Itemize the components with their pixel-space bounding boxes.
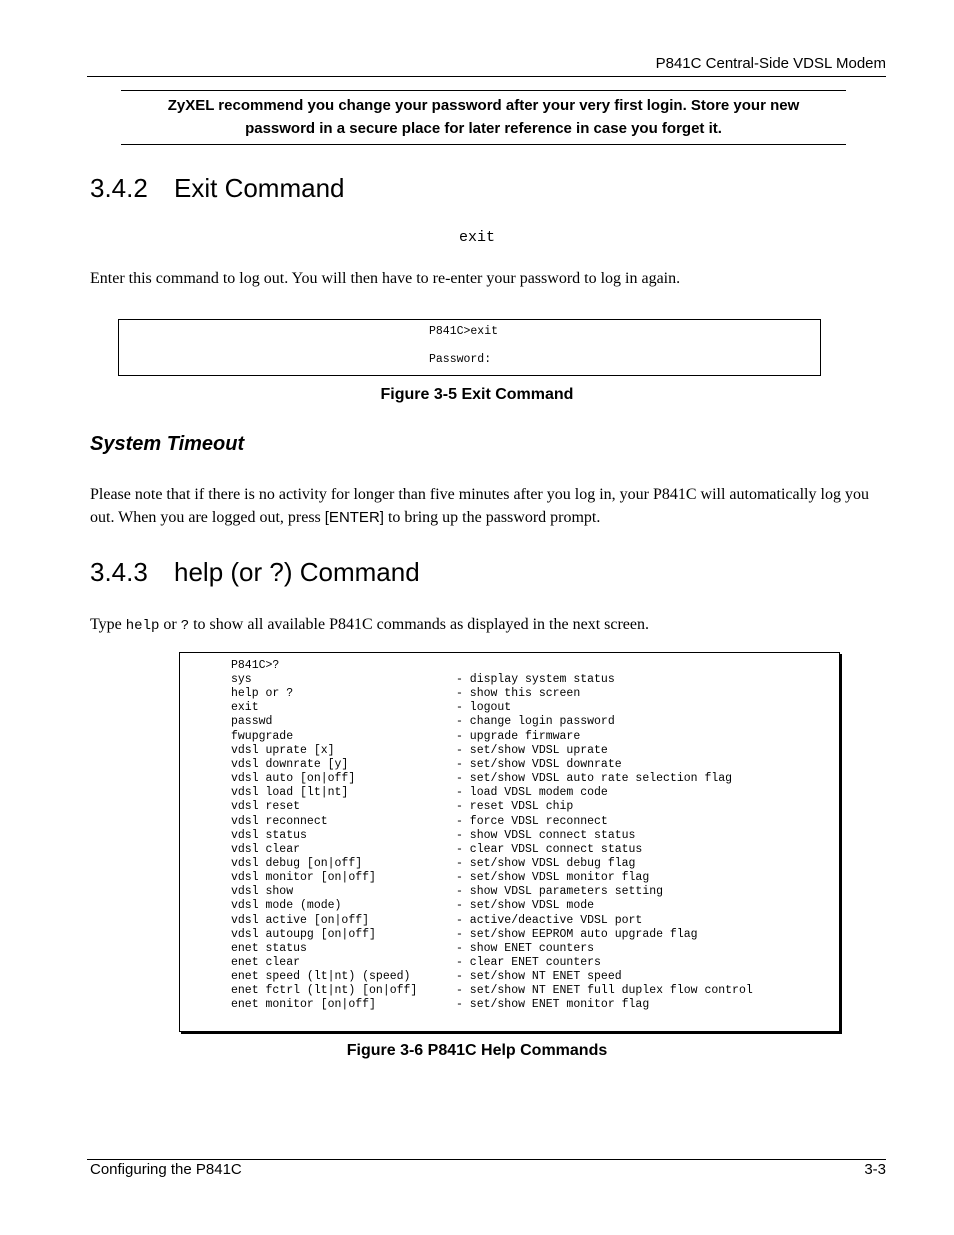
command-row: [231, 970, 622, 984]
command-name: vdsl monitor [on|off]: [231, 871, 376, 885]
footer-chapter: Configuring the P841C: [90, 1161, 242, 1178]
command-name: passwd: [231, 715, 273, 729]
section-342-number: 3.4.2: [90, 173, 148, 203]
help-prompt: P841C>?: [231, 659, 280, 672]
section-343-heading: [90, 557, 420, 588]
enter-key: [ENTER]: [324, 509, 384, 526]
command-row: [231, 687, 580, 701]
command-description: - show VDSL parameters setting: [456, 885, 664, 899]
timeout-text-1: Please note that if there is no activity for longer than five minutes after you log in, your P841C will automatically log you out. When you are logged out, press: [90, 486, 869, 526]
footer-rule: [87, 1159, 886, 1160]
help-screen: [179, 652, 840, 1032]
command-description: - clear ENET counters: [456, 956, 601, 969]
note-line-2: password in a secure place for later reference in case you forget it.: [245, 120, 722, 137]
command-name: vdsl load [lt|nt]: [231, 786, 349, 800]
help-intro-rest: to show all available P841C commands as displayed in the next screen.: [189, 616, 650, 633]
command-description: - upgrade firmware: [456, 729, 581, 743]
command-name: enet status: [231, 941, 307, 955]
command-name: vdsl debug [on|off]: [231, 856, 363, 870]
command-description: - change login password: [456, 715, 615, 729]
command-description: - show this screen: [456, 687, 581, 701]
command-description: - set/show VDSL auto rate selection flag: [456, 772, 733, 786]
command-name: sys: [231, 673, 252, 686]
command-name: vdsl mode (mode): [231, 899, 342, 913]
header-rule: [87, 76, 886, 77]
command-row: [231, 885, 663, 899]
command-row: [231, 772, 732, 786]
command-name: vdsl status: [231, 828, 307, 842]
command-row: [231, 730, 580, 744]
section-342-heading: [90, 173, 345, 204]
command-row: [231, 984, 753, 998]
command-name: vdsl active [on|off]: [231, 913, 370, 927]
command-name: vdsl clear: [231, 842, 301, 856]
command-name: enet speed (lt|nt) (speed): [231, 970, 411, 984]
command-description: - set/show VDSL uprate: [456, 743, 608, 757]
command-description: - logout: [456, 701, 512, 715]
command-description: - set/show VDSL mode: [456, 899, 595, 913]
section-343-number: 3.4.3: [90, 557, 148, 587]
command-name: vdsl downrate [y]: [231, 757, 349, 771]
command-description: - clear VDSL connect status: [456, 842, 643, 856]
command-description: - active/deactive VDSL port: [456, 913, 643, 927]
command-name: enet monitor [on|off]: [231, 998, 376, 1012]
password-note: [121, 90, 846, 145]
command-row: [231, 800, 573, 814]
command-name: fwupgrade: [231, 729, 294, 743]
command-name: vdsl reset: [231, 800, 301, 814]
command-row: [231, 899, 594, 913]
note-line-1: ZyXEL recommend you change your password after your very first login. Store your new: [167, 97, 800, 114]
section-342-title: Exit Command: [174, 173, 345, 203]
command-name: help or ?: [231, 687, 294, 701]
figure-3-5-caption: Figure 3-5 Exit Command: [380, 386, 574, 403]
command-row: [231, 871, 649, 885]
section-343-title: help (or ?) Command: [174, 557, 420, 587]
timeout-text-2: to bring up the password prompt.: [383, 509, 601, 526]
figure-3-6-caption: Figure 3-6 P841C Help Commands: [346, 1042, 608, 1059]
command-row: [231, 857, 635, 871]
command-description: - show ENET counters: [456, 941, 595, 955]
command-description: - set/show NT ENET full duplex flow control: [456, 984, 753, 998]
command-description: - set/show VDSL debug flag: [456, 856, 636, 870]
command-name: exit: [231, 701, 259, 715]
command-name: vdsl reconnect: [231, 814, 328, 828]
command-description: - display system status: [456, 673, 615, 686]
command-name: vdsl uprate [x]: [231, 743, 335, 757]
help-intro-type: Type: [90, 616, 126, 633]
page-number: 3-3: [864, 1161, 886, 1178]
command-description: - set/show ENET monitor flag: [456, 998, 650, 1012]
command-name: vdsl show: [231, 885, 294, 899]
command-row: [231, 715, 615, 729]
command-row: [231, 744, 608, 758]
command-row: [231, 829, 635, 843]
running-header: P841C Central-Side VDSL Modem: [655, 55, 886, 72]
exit-syntax: exit: [458, 229, 495, 246]
command-row: [231, 956, 601, 970]
command-row: [231, 843, 642, 857]
help-keyword: help: [125, 618, 160, 634]
command-row: [231, 815, 608, 829]
command-description: - set/show EEPROM auto upgrade flag: [456, 927, 698, 941]
command-row: [231, 998, 649, 1012]
command-row: [231, 942, 594, 956]
system-timeout-heading: System Timeout: [90, 433, 245, 455]
command-name: vdsl autoupg [on|off]: [231, 927, 376, 941]
command-description: - set/show NT ENET speed: [456, 970, 622, 984]
command-name: vdsl auto [on|off]: [231, 772, 356, 786]
command-description: - set/show VDSL monitor flag: [456, 871, 650, 885]
command-description: - show VDSL connect status: [456, 828, 636, 842]
help-intro-or: or: [159, 616, 181, 633]
command-row: [231, 786, 608, 800]
exit-screen-line-2: Password:: [429, 353, 492, 366]
command-name: enet clear: [231, 956, 301, 969]
command-description: - force VDSL reconnect: [456, 814, 608, 828]
command-description: - reset VDSL chip: [456, 800, 574, 814]
question-keyword: ?: [180, 618, 190, 634]
command-name: enet fctrl (lt|nt) [on|off]: [231, 984, 418, 998]
command-row: [231, 758, 622, 772]
command-row: [231, 673, 615, 687]
exit-screen: [118, 319, 821, 376]
exit-screen-line-1: P841C>exit: [429, 325, 499, 338]
command-row: [231, 701, 511, 715]
system-timeout-text: [90, 483, 875, 529]
command-description: - set/show VDSL downrate: [456, 757, 622, 771]
command-description: - load VDSL modem code: [456, 786, 608, 800]
exit-description: Enter this command to log out. You will then have to re-enter your password to log in again.: [90, 270, 681, 287]
help-intro: [90, 613, 875, 638]
command-row: [231, 914, 642, 928]
command-row: [231, 928, 698, 942]
